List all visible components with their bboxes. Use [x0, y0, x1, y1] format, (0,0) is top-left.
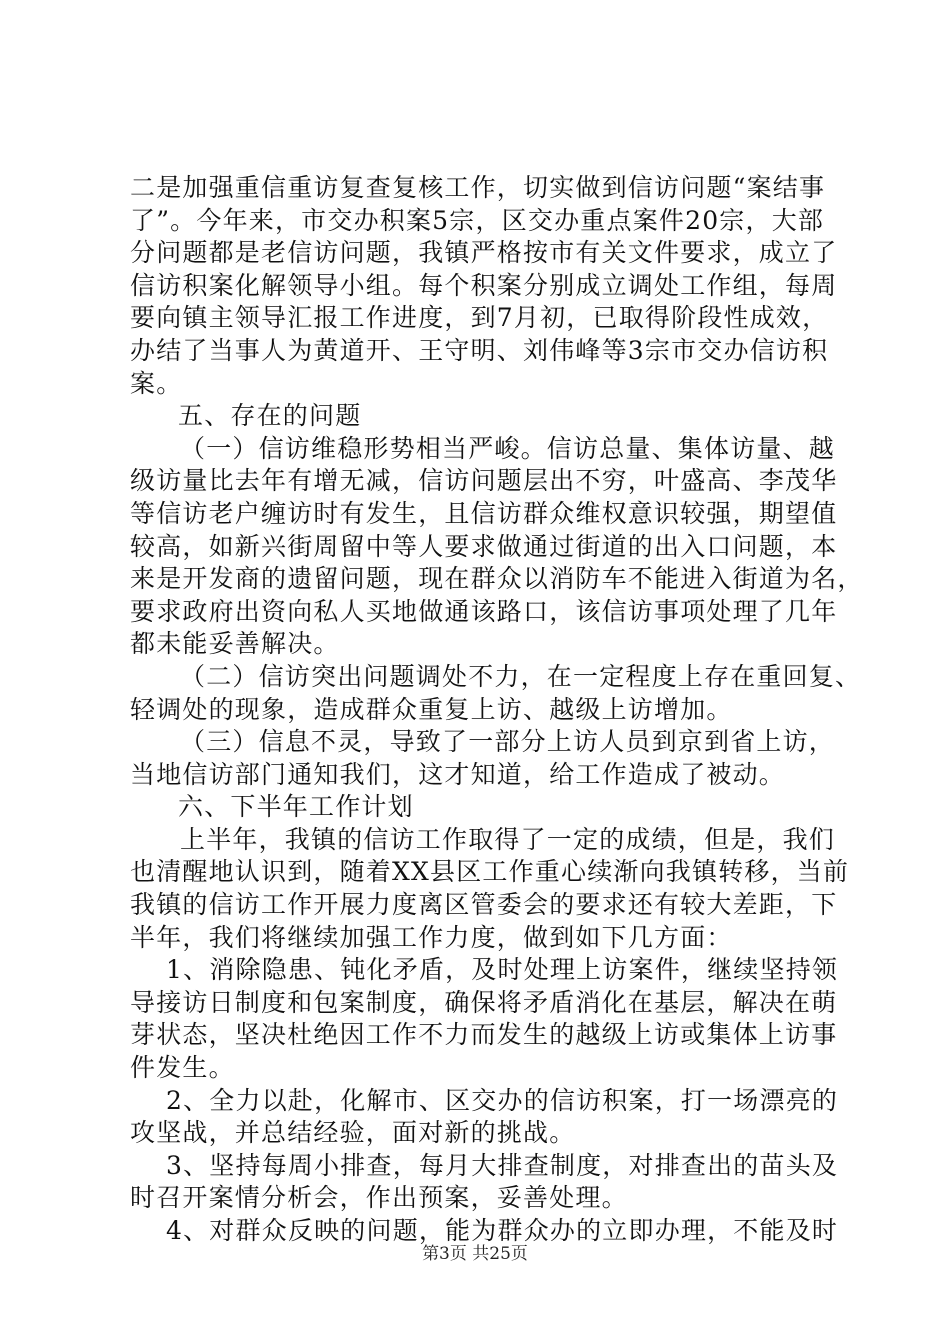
- text-line: 也清醒地认识到，随着XX县区工作重心续渐向我镇转移，当前: [130, 857, 850, 887]
- list-item: 2、全力以赴，化解市、区交办的信访积案，打一场漂亮的: [166, 1085, 839, 1115]
- text-line: 要求政府出资向私人买地做通该路口，该信访事项处理了几年: [130, 596, 838, 626]
- text-line: 导接访日制度和包案制度，确保将矛盾消化在基层，解决在萌: [130, 987, 838, 1017]
- section-heading: 五、存在的问题: [178, 401, 362, 431]
- text-line: （三）信息不灵，导致了一部分上访人员到京到省上访，: [180, 727, 836, 757]
- text-line: 信访积案化解领导小组。每个积案分别成立调处工作组，每周: [130, 270, 838, 300]
- text-line: 了”。今年来，市交办积案5宗，区交办重点案件20宗，大部: [130, 205, 825, 235]
- text-line: 轻调处的现象，造成群众重复上访、越级上访增加。: [130, 694, 733, 724]
- text-line: 分问题都是老信访问题，我镇严格按市有关文件要求，成立了: [130, 238, 838, 268]
- text-line: 级访量比去年有增无减，信访问题层出不穷，叶盛高、李茂华: [130, 466, 838, 496]
- text-line: 要向镇主领导汇报工作进度，到7月初，已取得阶段性成效，: [130, 303, 829, 333]
- text-line: （二）信访突出问题调处不力，在一定程度上存在重回复、: [180, 661, 862, 691]
- list-item: 3、坚持每周小排查，每月大排查制度，对排查出的苗头及: [166, 1150, 839, 1180]
- list-item: 1、消除隐患、钝化矛盾，及时处理上访案件，继续坚持领: [166, 955, 839, 985]
- text-line: 件发生。: [130, 1053, 235, 1083]
- text-line: 等信访老户缠访时有发生，且信访群众维权意识较强，期望值: [130, 498, 838, 528]
- text-line: 案。: [130, 368, 183, 398]
- text-line: （一）信访维稳形势相当严峻。信访总量、集体访量、越: [180, 433, 836, 463]
- text-line: 来是开发商的遗留问题，现在群众以消防车不能进入街道为名，: [130, 564, 864, 594]
- text-line: 当地信访部门通知我们，这才知道，给工作造成了被动。: [130, 759, 786, 789]
- text-line: 攻坚战，并总结经验，面对新的挑战。: [130, 1118, 576, 1148]
- text-line: 都未能妥善解决。: [130, 629, 340, 659]
- text-line: 办结了当事人为黄道开、王守明、刘伟峰等3宗市交办信访积: [130, 335, 829, 365]
- text-line: 我镇的信访工作开展力度离区管委会的要求还有较大差距，下: [130, 890, 838, 920]
- text-line: 半年，我们将继续加强工作力度，做到如下几方面：: [130, 922, 733, 952]
- document-body: [130, 172, 864, 1248]
- text-line: 较高，如新兴街周留中等人要求做通过街道的出入口问题，本: [130, 531, 838, 561]
- page-number-footer: 第3页 共25页: [422, 1244, 528, 1264]
- text-line: 上半年，我镇的信访工作取得了一定的成绩，但是，我们: [180, 824, 836, 854]
- list-item: 4、对群众反映的问题，能为群众办的立即办理，不能及时: [166, 1216, 839, 1245]
- section-heading: 六、下半年工作计划: [178, 792, 414, 822]
- text-line: 芽状态，坚决杜绝因工作不力而发生的越级上访或集体上访事: [130, 1020, 838, 1050]
- text-line: 时召开案情分析会，作出预案，妥善处理。: [130, 1183, 628, 1213]
- text-line: 二是加强重信重访复查复核工作，切实做到信访问题“案结事: [130, 173, 826, 202]
